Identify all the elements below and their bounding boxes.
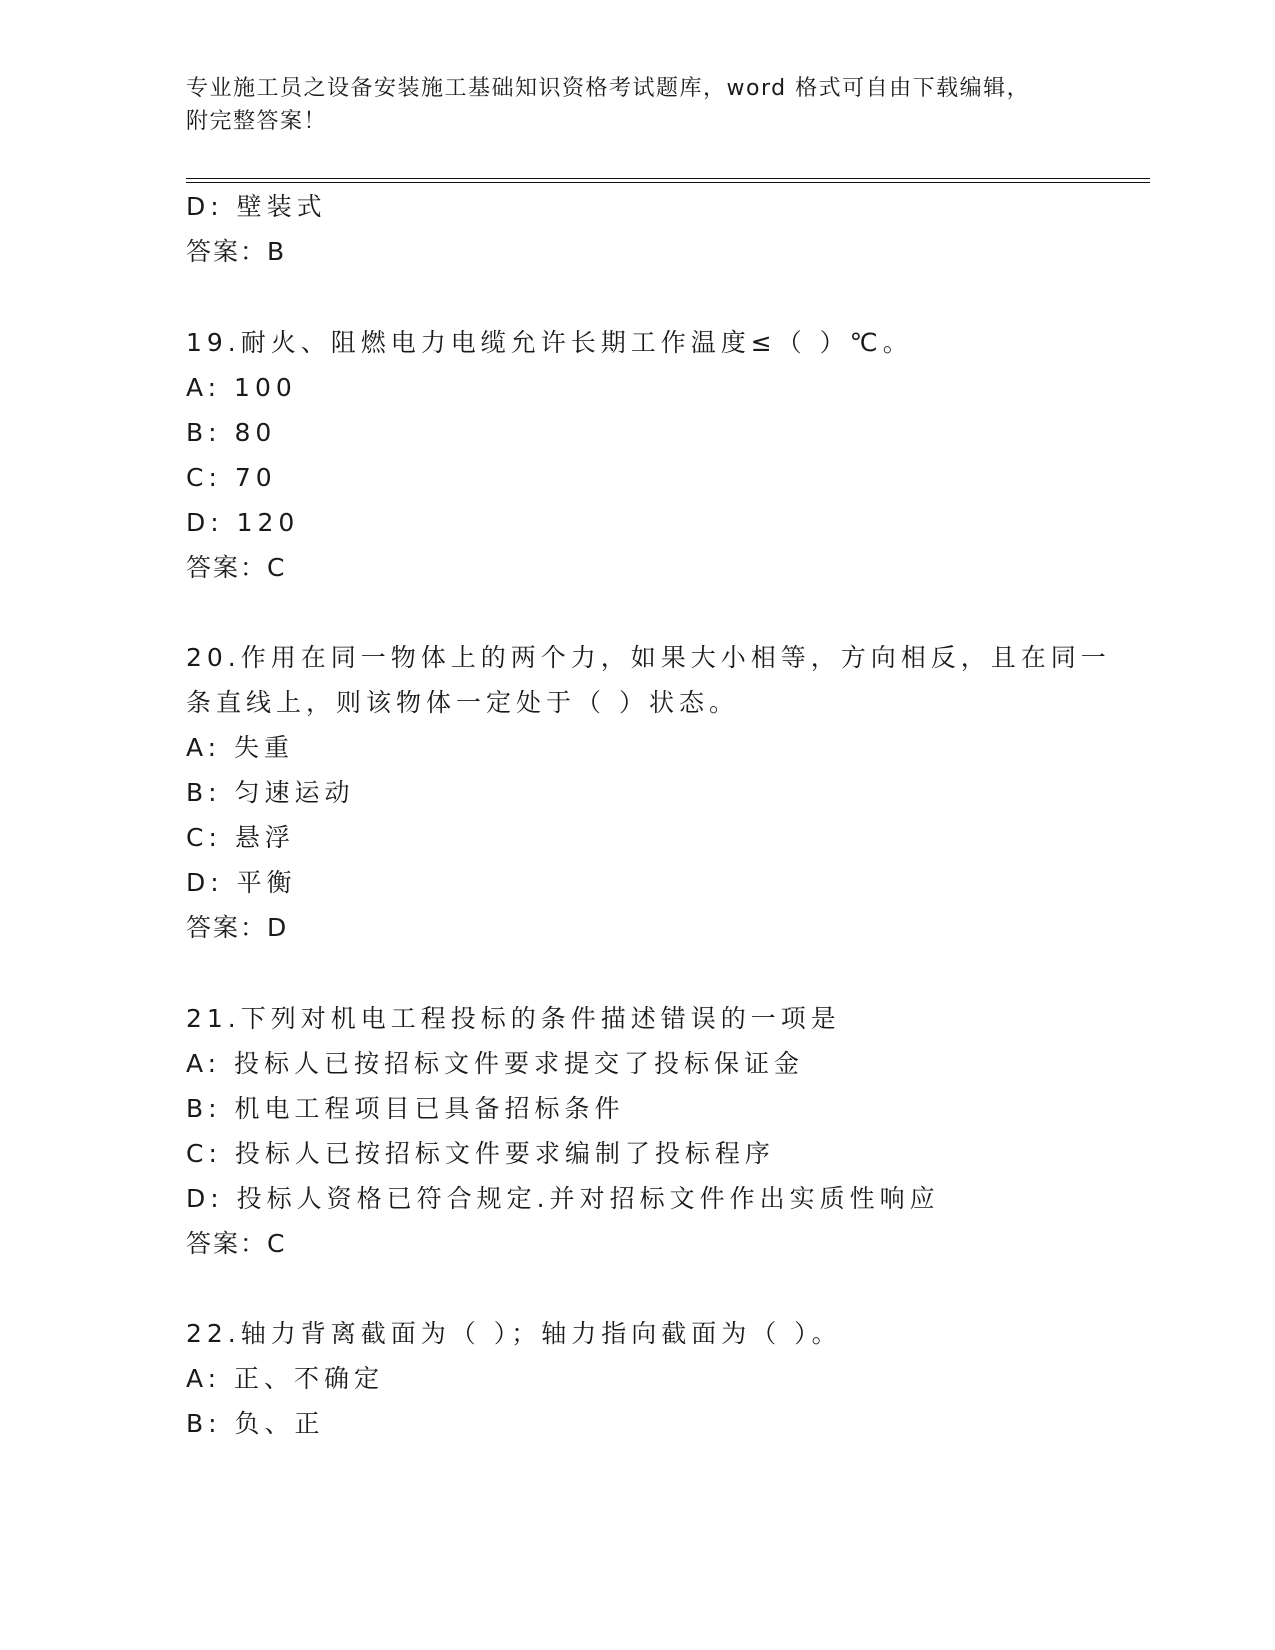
- q20-stem-line-1: 20.作用在同一物体上的两个力，如果大小相等，方向相反，且在同一: [186, 643, 1111, 672]
- q20-option-a: A: 失重: [186, 733, 295, 762]
- q21-option-d: D: 投标人资格已符合规定.并对招标文件作出实质性响应: [186, 1184, 940, 1213]
- q19-option-d: D: 120: [186, 508, 300, 537]
- header-divider-top: [186, 178, 1150, 179]
- q21-option-b: B: 机电工程项目已具备招标条件: [186, 1094, 625, 1123]
- q20-option-c: C: 悬浮: [186, 823, 295, 852]
- q19-option-a: A: 100: [186, 373, 297, 402]
- q20-option-d: D: 平衡: [186, 868, 297, 897]
- header-line-1: 专业施工员之设备安装施工基础知识资格考试题库，word 格式可自由下载编辑，: [186, 76, 1031, 101]
- q22-option-b: B: 负、正: [186, 1409, 325, 1438]
- prev-option-d: D: 壁装式: [186, 192, 327, 221]
- q21-option-a: A: 投标人已按招标文件要求提交了投标保证金: [186, 1049, 805, 1078]
- q20-answer: 答案：D: [186, 913, 289, 942]
- prev-answer: 答案：B: [186, 237, 287, 266]
- q19-stem: 19.耐火、阻燃电力电缆允许长期工作温度≤（ ）℃。: [186, 328, 913, 357]
- q21-option-c: C: 投标人已按招标文件要求编制了投标程序: [186, 1139, 775, 1168]
- q21-stem: 21.下列对机电工程投标的条件描述错误的一项是: [186, 1004, 841, 1033]
- q19-option-c: C: 70: [186, 463, 277, 492]
- q20-stem-line-2: 条直线上，则该物体一定处于（ ）状态。: [186, 688, 739, 717]
- q19-option-b: B: 80: [186, 418, 277, 447]
- q20-option-b: B: 匀速运动: [186, 778, 355, 807]
- header-divider-bottom: [186, 182, 1150, 183]
- header-line-2: 附完整答案！: [186, 109, 328, 134]
- document-header: [186, 72, 1086, 138]
- q19-answer: 答案：C: [186, 553, 287, 582]
- q22-option-a: A: 正、不确定: [186, 1364, 385, 1393]
- q22-stem: 22.轴力背离截面为（ ）；轴力指向截面为（ ）。: [186, 1319, 842, 1348]
- q21-answer: 答案：C: [186, 1229, 287, 1258]
